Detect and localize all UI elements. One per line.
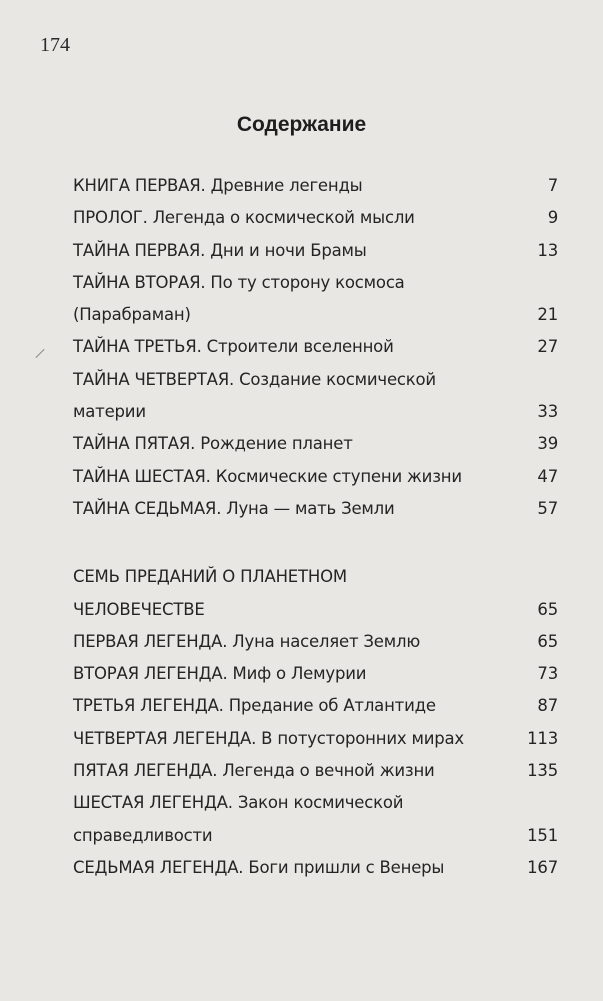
toc-entry-title: ШЕСТАЯ ЛЕГЕНДА. Закон космической [73,793,404,813]
toc-entry [73,690,558,722]
toc-entry [73,461,558,493]
toc-entry-page: 151 [527,825,558,845]
toc-entry-title: (Парабраман) [73,305,191,325]
toc-entry-page: 47 [537,466,558,486]
toc-entry-title: ТАЙНА ТРЕТЬЯ. Строители вселенной [73,337,394,357]
toc-entry-page: 167 [527,857,558,877]
toc-entry-title: СЕДЬМАЯ ЛЕГЕНДА. Боги пришли с Венеры [73,857,445,877]
toc-entry [73,202,558,234]
toc-entry-page: 27 [537,337,558,357]
toc-entry-title: ТАЙНА ПЕРВАЯ. Дни и ночи Брамы [73,240,367,260]
toc-entry-page: 39 [537,434,558,454]
pencil-mark [35,349,44,358]
toc-entry-page: 135 [527,761,558,781]
toc-entry [73,396,558,428]
toc-entry-title: ЧЕЛОВЕЧЕСТВЕ [73,599,205,619]
toc-entry-title: ПЕРВАЯ ЛЕГЕНДА. Луна населяет Землю [73,631,421,651]
toc-entry-title: ТАЙНА ШЕСТАЯ. Космические ступени жизни [73,466,462,486]
toc-entry [73,267,558,299]
toc-entry [73,299,558,331]
toc-entry-page: 21 [537,305,558,325]
page-number: 174 [40,34,70,56]
toc-entry [73,820,558,852]
toc-entry [73,852,558,884]
toc-entry [73,723,558,755]
toc-entry [73,493,558,525]
toc-entry [73,594,558,626]
toc-entry-page: 113 [527,728,558,748]
toc-entry-page: 87 [537,696,558,716]
toc-entry [73,626,558,658]
toc-entry-title: ТАЙНА ПЯТАЯ. Рождение планет [73,434,353,454]
toc-entry-page: 73 [537,664,558,684]
toc-section-2 [73,561,558,884]
toc-entry [73,755,558,787]
toc-entry-title: справедливости [73,825,213,845]
toc-entry-page: 7 [547,176,558,195]
toc-entry-title: КНИГА ПЕРВАЯ. Древние легенды [73,176,363,195]
toc-entry-page: 65 [537,631,558,651]
page-title: Содержание [236,113,367,136]
toc-entry [73,331,558,363]
toc-entry-title: ВТОРАЯ ЛЕГЕНДА. Миф о Лемурии [73,664,367,684]
toc-entry-page: 9 [547,208,558,228]
toc-entry [73,787,558,819]
toc-entry-title: ТАЙНА СЕДЬМАЯ. Луна — мать Земли [73,498,395,518]
toc-entry-title: ПЯТАЯ ЛЕГЕНДА. Легенда о вечной жизни [73,761,435,781]
toc-entry-title: СЕМЬ ПРЕДАНИЙ О ПЛАНЕТНОМ [73,567,347,587]
toc-entry-page: 57 [537,498,558,518]
section-gap [73,525,558,561]
toc-entry-page: 33 [537,402,558,422]
toc-entry [73,428,558,460]
toc-entry [73,658,558,690]
toc-entry-title: ПРОЛОГ. Легенда о космической мысли [73,208,415,228]
toc-entry [73,235,558,267]
toc-entry-title: ЧЕТВЕРТАЯ ЛЕГЕНДА. В потусторонних мирах [73,728,464,748]
toc-entry [73,170,558,202]
toc-entry-page: 13 [537,240,558,260]
toc-entry [73,364,558,396]
toc-section-1 [73,170,558,525]
toc-entry-page: 65 [537,599,558,619]
toc-entry-title: ТАЙНА ВТОРАЯ. По ту сторону космоса [73,272,405,292]
table-of-contents [73,170,558,884]
toc-entry-title: материи [73,402,146,422]
toc-entry [73,561,558,593]
toc-entry-title: ТРЕТЬЯ ЛЕГЕНДА. Предание об Атлантиде [73,696,436,716]
toc-entry-title: ТАЙНА ЧЕТВЕРТАЯ. Создание космической [73,369,436,389]
